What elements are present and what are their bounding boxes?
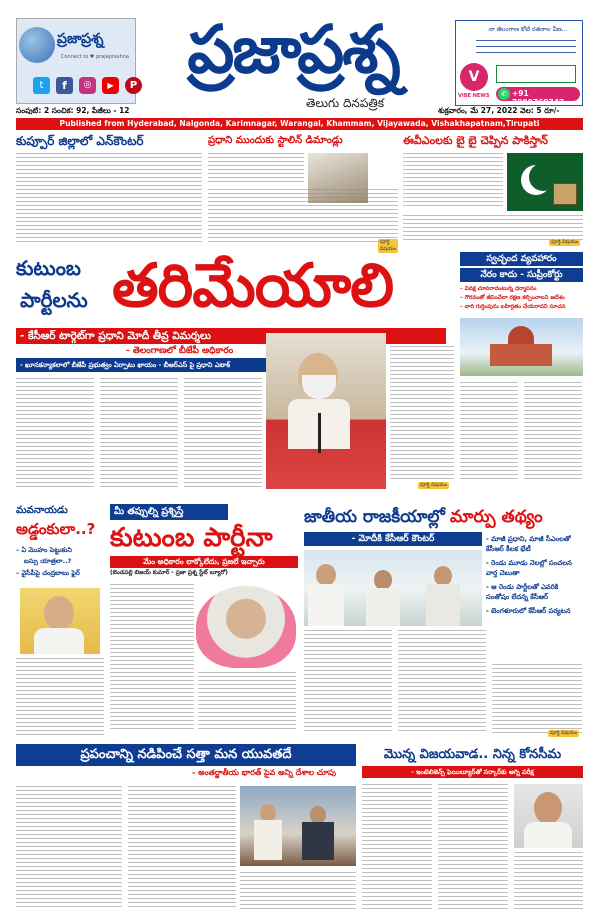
date-price: శుక్రవారం, మే 27, 2022 వెల: 5 రూ/- [438, 106, 560, 115]
pinterest-icon[interactable]: P [125, 77, 142, 94]
court-title-1: స్వచ్ఛంద వ్యవహారం [460, 252, 583, 266]
top-story-2-title: ప్రధాని ముందుకు స్టాలిన్ డిమాండ్లు [208, 135, 343, 146]
mid-col2-text-left [110, 584, 194, 734]
ad-green-strip [496, 65, 576, 83]
mid-col3-b4: - బెంగళూరులో కేసీఆర్ పర్యటన [486, 607, 571, 615]
mid-col2 [110, 504, 298, 740]
lead-text-col2 [100, 378, 178, 490]
bottom-left-sub: - అంతర్జాతీయ భారత్ పైవ అన్ని దేశాల చూపు [192, 768, 336, 777]
court-box [460, 252, 583, 488]
mid-col2-byline: (బెండపల్లి బిజయ్ కుమార్ - ప్రజా ప్రశ్న స్టేట్ బ్యూరో) [110, 570, 228, 576]
mid-col3-head [304, 504, 583, 530]
modi-photo [266, 333, 386, 489]
mid-col1 [16, 504, 104, 740]
mid-col2-headline: కుటుంబ పార్టీనా [110, 523, 273, 553]
mid-col1-title-2: అడ్డంకులా..? [16, 520, 96, 538]
top-story-1-text [16, 153, 202, 247]
court-bullet-2: – గౌరవంతో జీవించేలా రక్షణ కల్పించాలని ఆదేశం [460, 294, 583, 303]
mid-col3-b3: - ఆ రెండు పార్టీలతో ఎవరికి సంతోషం లేదన్న కేసీఆర్ [486, 583, 559, 601]
bottom-left-text-3 [240, 872, 356, 912]
mid-col3-badge[interactable]: పూర్తి విషయం [550, 730, 578, 736]
masthead-small-logo: ప్రజాప్రశ్న [57, 31, 104, 47]
mid-col3-text-1 [304, 630, 392, 736]
lead-text-col4 [390, 346, 454, 482]
pakistan-flag-image [507, 153, 583, 211]
mid-col1-b2: బస్సు యాత్రలా..? [24, 557, 72, 565]
ad-box[interactable] [455, 20, 583, 106]
lead-headline-big: తరిమేయాలి [112, 251, 394, 321]
lead-headline-a: కుటుంబ [16, 256, 81, 280]
social-icons [33, 77, 142, 94]
facebook-icon[interactable]: f [56, 77, 73, 94]
mid-col2-kicker: మీ తప్పుల్ని ప్రశ్నిస్తే [110, 504, 228, 520]
instagram-icon[interactable]: ◎ [79, 77, 96, 94]
mid-col1-text [16, 658, 104, 738]
lead-kicker: - తెలంగాణలో బీజేపీ అధికారం [126, 346, 234, 356]
bottom-left-title: ప్రపంచాన్ని నడిపించే సత్తా మన యువతదే [16, 744, 356, 766]
bottom-right-sub: - ఇంటెలిజెన్స్ ఫెయిల్యూర్‌తో సర్కార్‌కు అగ్ని పరీక్ష [362, 766, 583, 778]
mid-col1-b1: – ఏ మొహం పెట్టుకుని [16, 546, 104, 556]
mid-col3-head-b: మార్పు తథ్యం [450, 507, 543, 527]
published-from-bar: Published from Hyderabad, Nalgonda, Karimnagar, Warangal, Khammam, Vijayawada, Vishakhapatnam,Tirupati [16, 118, 583, 130]
top-story-3-badge[interactable]: పూర్తి విషయం [551, 239, 579, 245]
mid-col3-text-3 [492, 664, 582, 736]
supreme-court-photo [460, 318, 583, 376]
bottom-right-text-2 [438, 784, 508, 912]
globe-icon [19, 27, 55, 63]
bottom-left-text-2 [128, 786, 236, 912]
ballot-box-icon [553, 183, 577, 205]
masthead-subtitle: తెలుగు దినపత్రిక [306, 96, 385, 110]
chandrababu-photo [20, 588, 100, 654]
lead-deck: - ఖూనకన్యాకలాలో బీజేపీ ప్రభుత్వం ఏర్పాటు ఖాయం - బీఆర్ఎస్ పై ప్రధాని ఎటాక్ [16, 358, 266, 372]
lead-badge[interactable]: పూర్తి విషయం [420, 482, 448, 488]
bottom-right-text-3 [514, 852, 583, 912]
top-story-2-text [208, 189, 398, 247]
top-story-1 [16, 133, 202, 253]
masthead-title: ప్రజాప్రశ్న [187, 11, 399, 88]
lead-text-col3 [184, 378, 262, 490]
ad-text: నా తెలంగాణ కోటి రతనాల వీణ... [488, 26, 568, 33]
masthead [0, 0, 615, 118]
bottom-right [362, 744, 583, 916]
court-title-2: నేరం కాదు - సుప్రీంకోర్టు [460, 268, 583, 282]
top-story-3-text-left [403, 153, 503, 211]
lead-text-col1 [16, 378, 94, 490]
mid-col3-text-2 [398, 630, 486, 736]
top-story-3-title: ఈవీఎంలకు బై బై చెప్పిన పాకిస్తాన్ [403, 134, 549, 147]
lead-headline-b: పార్టీలను [20, 288, 88, 312]
ad-brand: VIBE NEWS [458, 93, 490, 99]
lead-subhead: - కేసీఆర్ టార్గెట్‌గా ప్రధాని మోదీ తీవ్ర విమర్శలు [16, 328, 446, 344]
whatsapp-icon: ✆ [498, 88, 510, 100]
masthead-logo-box [16, 18, 136, 104]
court-bullet-1: – వివక్ష చూపరాదంటున్న ధర్మాసనం [460, 285, 583, 294]
bottom-right-text-1 [362, 784, 432, 912]
bottom-left-text-1 [16, 786, 122, 912]
mid-col3 [304, 504, 583, 740]
jagan-photo [514, 784, 583, 848]
kcr-meeting-photo [304, 550, 482, 626]
top-story-1-title: కుప్పూర్ జిల్లాలో ఎన్‌కౌంటర్ [16, 134, 144, 148]
issue-info: సంపుటి: 2 సంచిక: 92, పేజీలు - 12 [16, 106, 130, 115]
bottom-left [16, 744, 356, 916]
top-story-2-text-left [208, 153, 304, 187]
court-bullet-3: – వారి గుర్తింపును బహిర్గతం చేయరాదని సూచన [460, 303, 583, 312]
youtube-icon[interactable]: ▶ [102, 77, 119, 94]
ad-phone: +91 7989768747 [512, 89, 565, 107]
ad-phone-pill[interactable] [496, 87, 580, 107]
vibe-news-logo: V [460, 63, 488, 91]
microphone-icon [318, 413, 321, 453]
mid-col2-text-right [198, 672, 296, 734]
court-text-right [524, 382, 582, 484]
mid-col3-head-a: జాతీయ రాజకీయాల్లో [304, 507, 445, 527]
mid-col3-bullets [486, 534, 583, 616]
top-story-2 [208, 133, 398, 253]
top-story-3 [403, 133, 583, 253]
mid-col2-sub: మేం అధికారం లాక్కోలేదు, ప్రజలే ఇచ్చారు [110, 556, 298, 568]
youth-ceremony-photo [240, 786, 356, 866]
ad-text-lines [476, 35, 576, 63]
mid-col1-title-1: మవనాయడు [16, 505, 68, 516]
twitter-icon[interactable]: t [33, 77, 50, 94]
bottom-right-title: మొన్న విజయవాడ.. నిన్న కోనసీమ [383, 747, 562, 762]
court-text-left [460, 382, 518, 484]
mid-col1-b3: – వైసీపీపై చంద్రబాబు ఫైర్ [16, 569, 104, 579]
masthead-logo-tagline: Connect to ♥ prajaprashna [61, 54, 129, 60]
mid-col3-b1: - మాజీ ప్రధాని, మాజీ సీఎంలతో కేసీఆర్ కీలక భేటీ [486, 535, 571, 553]
top-story-2-badge[interactable]: పూర్తి విషయం [380, 239, 397, 252]
mid-col3-b2: - రెండు మూడు నెలల్లో సంచలన వార్త చెబుతా [486, 559, 572, 577]
harish-rao-photo [196, 586, 296, 668]
mid-col3-sub: - మోదీకి కేసీఆర్ కౌంటర్ [304, 532, 482, 546]
